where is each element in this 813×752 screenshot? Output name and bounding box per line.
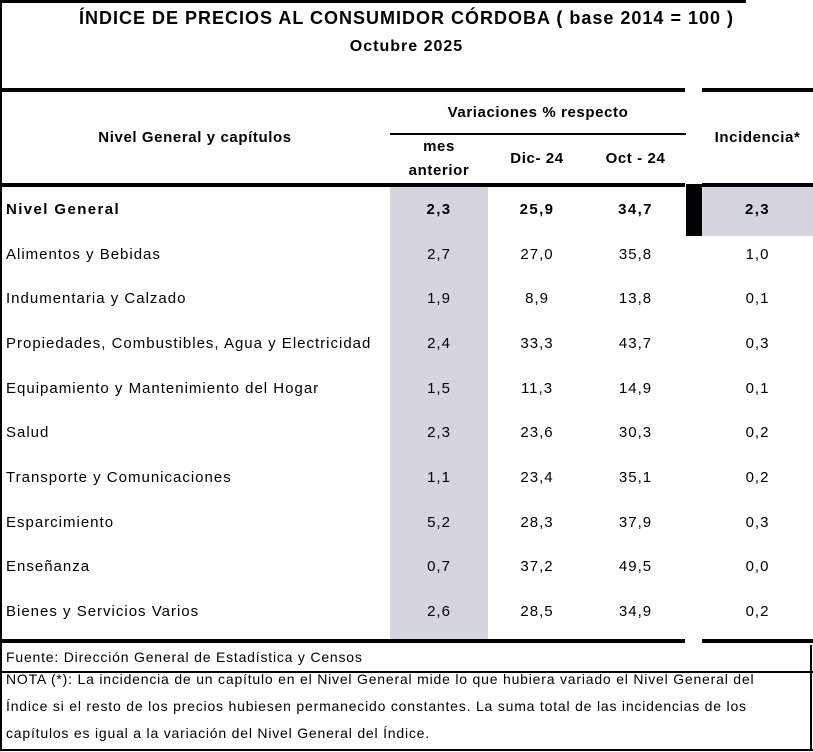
footnote-line: NOTA (*): La incidencia de un capítulo en el Nivel General mide lo que hubiera variado el Nivel General del <box>6 673 755 687</box>
row-label: Esparcimiento <box>6 513 115 531</box>
month-prev-value: 1,5 <box>427 379 451 397</box>
incidence-value: 2,3 <box>744 200 771 218</box>
dec-24-value: 23,6 <box>520 424 554 442</box>
footnote <box>0 673 806 748</box>
oct-24-value: 34,7 <box>618 200 653 218</box>
incidence-value: 0,0 <box>745 558 770 576</box>
incidence-value: 0,2 <box>745 603 770 621</box>
table-bottom-border <box>0 749 813 751</box>
categories-column-header: Nivel General y capítulos <box>98 129 292 146</box>
month-prev-value: 2,3 <box>427 424 451 442</box>
report-subtitle: Octubre 2025 <box>349 38 464 55</box>
table-row <box>0 411 813 456</box>
incidence-value: 0,1 <box>745 290 770 308</box>
dec-24-value: 28,5 <box>520 603 554 621</box>
oct-24-value: 37,9 <box>618 513 653 531</box>
table-row <box>0 589 813 634</box>
table-row <box>0 500 813 545</box>
month-prev-column-header <box>390 135 488 185</box>
oct-24-value: 43,7 <box>618 334 653 352</box>
row-label: Indumentaria y Calzado <box>6 290 187 308</box>
variations-group-header: Variaciones % respecto <box>447 103 629 121</box>
table-row <box>0 232 813 277</box>
dec-24-value: 37,2 <box>520 558 554 576</box>
footnote-line: Índice si el resto de los precios hubiesen permanecido constantes. La suma total de las incidencias de los <box>6 698 747 714</box>
row-label: Transporte y Comunicaciones <box>6 469 232 487</box>
dec-24-value: 23,4 <box>520 469 554 487</box>
table-row <box>0 321 813 366</box>
source-note: Fuente: Dirección General de Estadística y Censos <box>6 649 363 665</box>
row-label: Alimentos y Bebidas <box>6 245 161 263</box>
month-prev-value: 2,3 <box>426 200 452 218</box>
oct-24-value: 30,3 <box>618 424 653 442</box>
dec-24-column-header: Dic- 24 <box>510 149 564 167</box>
oct-24-value: 49,5 <box>618 558 653 576</box>
row-label: Propiedades, Combustibles, Agua y Electricidad <box>6 334 372 352</box>
dec-24-value: 11,3 <box>520 379 554 397</box>
dec-24-value: 28,3 <box>520 513 554 531</box>
row-label: Nivel General <box>6 200 121 218</box>
dec-24-value: 27,0 <box>520 245 554 263</box>
table-row <box>0 366 813 411</box>
report-title: ÍNDICE DE PRECIOS AL CONSUMIDOR CÓRDOBA ( base 2014 = 100 ) <box>79 7 734 28</box>
dec-24-value: 25,9 <box>519 200 555 218</box>
incidence-value: 0,1 <box>745 379 770 397</box>
month-prev-value: 1,1 <box>427 469 451 487</box>
month-prev-value: 2,4 <box>427 334 451 352</box>
incidence-value: 0,3 <box>745 334 770 352</box>
row-label: Equipamiento y Mantenimiento del Hogar <box>6 379 320 397</box>
row-label: Salud <box>6 424 50 442</box>
month-prev-value: 2,6 <box>427 603 451 621</box>
footer-right-border <box>810 645 812 750</box>
dec-24-value: 33,3 <box>520 334 554 352</box>
table-row <box>0 187 813 232</box>
month-prev-value: 5,2 <box>427 513 451 531</box>
oct-24-value: 13,8 <box>618 290 653 308</box>
table-row <box>0 276 813 321</box>
row-label: Bienes y Servicios Varios <box>6 603 200 621</box>
month-prev-value: 1,9 <box>427 290 451 308</box>
incidence-value: 1,0 <box>745 245 770 263</box>
incidence-value: 0,2 <box>745 424 770 442</box>
table-row <box>0 455 813 500</box>
footnote-line: capítulos es igual a la variación del Nivel General del Índice. <box>6 725 430 741</box>
month-prev-header-line2: anterior <box>408 162 470 179</box>
incidence-column-header: Incidencia* <box>714 129 801 146</box>
oct-24-value: 35,8 <box>618 245 653 263</box>
row-label: Enseñanza <box>6 558 91 576</box>
oct-24-column-header: Oct - 24 <box>605 149 666 167</box>
oct-24-value: 34,9 <box>618 603 653 621</box>
oct-24-value: 14,9 <box>618 379 653 397</box>
month-prev-header-line1: mes <box>423 138 455 155</box>
month-prev-value: 0,7 <box>427 558 451 576</box>
incidence-value: 0,3 <box>745 513 770 531</box>
dec-24-value: 8,9 <box>525 290 549 308</box>
month-prev-value: 2,7 <box>427 245 451 263</box>
oct-24-value: 35,1 <box>618 469 653 487</box>
table-row <box>0 545 813 590</box>
incidence-value: 0,2 <box>745 469 770 487</box>
